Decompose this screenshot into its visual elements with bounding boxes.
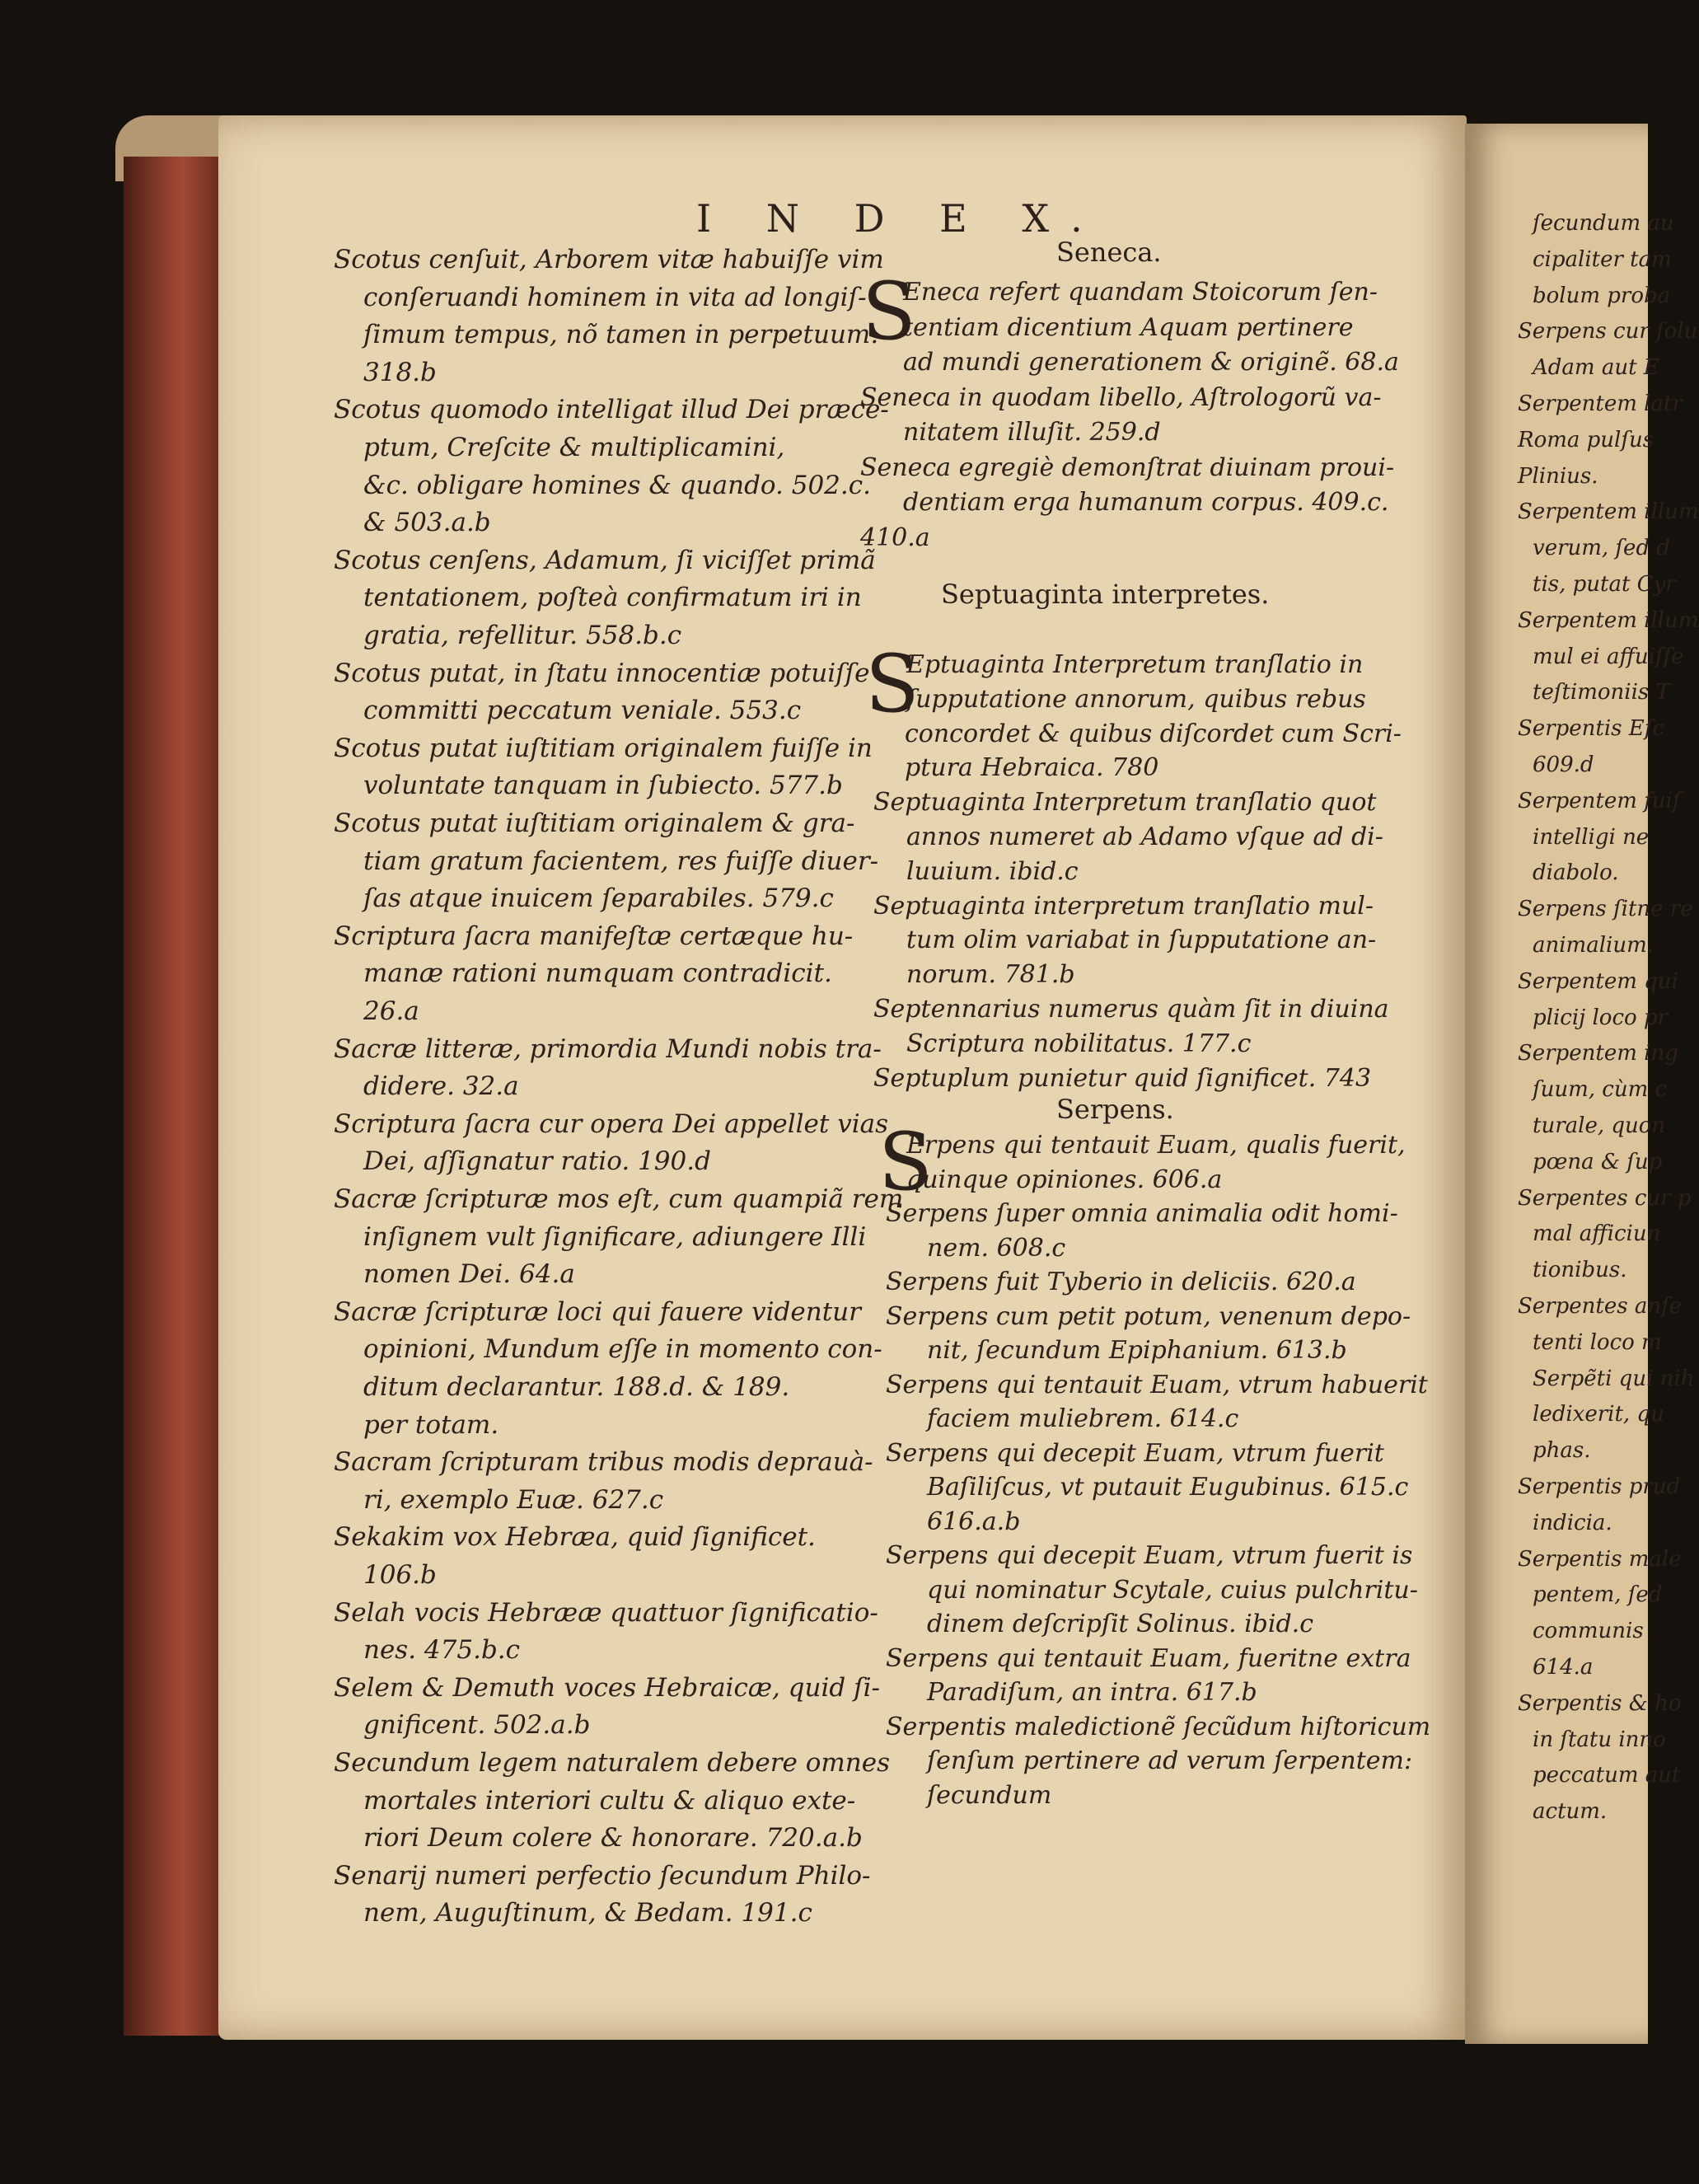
next-page-fragment: turale, quon [1533,1113,1666,1138]
section-title-septuaginta: Septuaginta interpretes. [941,579,1270,610]
next-page-fragment: Plinius. [1518,463,1598,489]
index-entry-line: mortales interiori cultu & aliquo exte- [363,1785,856,1816]
next-page-fragment: Serpentes cur p [1518,1185,1692,1211]
index-entry-line: qui nominatur Scytale, cuius pulchritu- [927,1575,1418,1605]
index-entry-line: tentiam dicentium Aquam pertinere [903,312,1354,342]
index-entry-line: 26.a [363,996,419,1026]
next-page-fragment: Adam aut E [1533,355,1659,381]
next-page-fragment: Roma pulſus [1518,427,1655,452]
index-entry-line: Septuaginta interpretum tranſlatio mul- [873,891,1374,921]
index-entry-line: ditum declarantur. 188.d. & 189. [363,1372,790,1402]
index-entry-line: Senarij numeri perfectio ſecundum Philo- [334,1860,871,1891]
index-entry-line: Sacræ ſcripturæ loci qui fauere videntur [334,1296,861,1327]
next-page-fragment: Serpentes anſe [1518,1294,1683,1319]
index-entry-line: nomen Dei. 64.a [363,1259,575,1290]
index-entry-line: tentationem, poſteà confirmatum iri in [363,583,862,613]
index-entry-line: Secundum legem naturalem debere omnes [334,1748,890,1778]
next-page-fragment: indicia. [1533,1510,1612,1535]
next-page-fragment: Serpentis Eſc [1518,716,1664,742]
index-entry-line: inſignem vult ſignificare, adiungere Illi [363,1221,867,1252]
index-entry-line: ſenſum pertinere ad verum ſerpentem: [927,1746,1413,1775]
next-page-fragment: tenti loco m [1533,1329,1662,1355]
next-page-fragment: pentem, ſed [1533,1582,1663,1608]
index-entry-line: Scotus putat iuſtitiam originalem & gra- [334,808,855,838]
next-page-fragment: communis [1533,1619,1644,1644]
index-entry-line: ptura Hebraica. 780 [905,753,1159,783]
next-page-fragment: Serpentem ing [1518,1041,1678,1066]
index-entry-line: Eptuaginta Interpretum tranſlatio in [906,650,1364,679]
next-page-fragment: Serpentis prud [1518,1474,1681,1499]
next-page-fragment: Serpens ſitne re [1518,897,1693,922]
index-entry-line: voluntate tanquam in ſubiecto. 577.b [363,771,843,801]
index-entry-line: 410.a [860,523,930,552]
index-entry-line: norum. 781.b [906,960,1075,990]
index-entry-line: Sacram ſcripturam tribus modis deprauà- [334,1447,873,1478]
index-entry-line: riori Deum colere & honorare. 720.a.b [363,1823,863,1854]
next-page-fragment: 614.a [1533,1655,1594,1680]
index-entry-line: Sekakim vox Hebræa, quid ſignificet. [334,1522,816,1553]
index-entry-line: Serpens qui decepit Euam, vtrum fuerit is [886,1541,1413,1570]
index-entry-line: tum olim variabat in ſupputatione an- [906,926,1377,955]
index-entry-line: 318.b [363,357,437,387]
index-entry-line: manæ rationi numquam contradicit. [363,958,832,989]
index-entry-line: 616.a.b [927,1507,1021,1536]
next-page-fragment: ſecundum au [1533,211,1674,236]
index-entry-line: Erpens qui tentauit Euam, qualis fuerit, [906,1131,1406,1160]
index-entry-line: nitatem illuſit. 259.d [903,418,1161,447]
index-entry-line: nem. 608.c [927,1233,1066,1263]
book-spine [124,157,222,2036]
next-page-fragment: Serpẽti qui nih [1533,1366,1695,1391]
index-entry-line: dinem deſcripſit Solinus. ibid.c [927,1610,1313,1638]
index-entry-line: Serpentis maledictionẽ ſecũdum hiſtoricum [886,1712,1431,1741]
index-entry-line: luuium. ibid.c [906,856,1079,886]
index-entry-line: Scotus cenſens, Adamum, ſi viciſſet primã [334,545,876,575]
index-entry-line: opinioni, Mundum eſſe in momento con- [363,1334,882,1365]
index-entry-line: ſas atque inuicem ſeparabiles. 579.c [363,883,834,914]
next-page-fragment: teſtimoniis T [1533,680,1670,705]
index-entry-line: Serpens cum petit potum, venenum depo- [886,1301,1411,1331]
next-page-fragment: animalium. [1533,933,1655,958]
index-entry-line: gratia, refellitur. 558.b.c [363,621,682,650]
index-entry-line: ad mundi generationem & originẽ. 68.a [903,348,1399,377]
next-page-fragment: ſuum, cùm c [1533,1077,1668,1103]
index-entry-line: didere. 32.a [363,1071,519,1102]
next-page-fragment: mal afficiun [1533,1221,1661,1247]
index-entry-line: Scotus cenſuit, Arborem vitæ habuiſſe vim [334,245,884,274]
index-entry-line: faciem muliebrem. 614.c [927,1404,1239,1433]
next-page-fragment: tis, putat Cyr [1533,572,1676,597]
next-page-fragment: Serpentem illum [1518,499,1699,525]
next-page-fragment: in ſtatu inno [1533,1727,1666,1752]
next-page-fragment: Serpentem illum [1518,607,1699,633]
page-header: I N D E X. [696,196,1104,241]
next-page-fragment: 609.d [1533,752,1594,777]
index-entry-line: Scriptura nobilitatus. 177.c [906,1029,1252,1058]
next-page-fragment: phas. [1533,1438,1591,1464]
section-title-seneca: Seneca. [1056,237,1162,268]
next-page-fragment: actum. [1533,1799,1608,1825]
index-entry-line: Serpens qui tentauit Euam, fueritne extra [886,1643,1411,1673]
next-page-fragment: intelligi ne [1533,824,1650,850]
next-page-fragment: mul ei affuiſſe [1533,644,1684,669]
index-entry-line: ſupputatione annorum, quibus rebus [906,684,1366,714]
index-entry-line: Serpens fuit Tyberio in deliciis. 620.a [886,1268,1356,1296]
index-entry-line: &c. obligare homines & quando. 502.c. [363,470,871,500]
next-page-fragment: plicij loco pr [1533,1005,1668,1030]
dropcap-seneca: S [862,265,916,358]
next-page-fragment: ledixerit, qu [1533,1402,1664,1427]
index-entry-line: nit, ſecundum Epiphanium. 613.b [927,1336,1347,1365]
index-entry-line: Eneca refert quandam Stoicorum ſen- [903,278,1378,307]
index-entry-line: annos numeret ab Adamo vſque ad di- [906,823,1383,851]
index-entry-line: gnificent. 502.a.b [363,1710,591,1741]
next-page-fragment: Serpentem latr [1518,391,1683,416]
index-entry-line: nes. 475.b.c [363,1635,521,1666]
next-page-fragment: diabolo. [1533,860,1619,886]
index-entry-line: committi peccatum veniale. 553.c [363,696,802,726]
index-entry-line: Serpens qui decepit Euam, vtrum fuerit [886,1438,1384,1468]
next-page-fragment: Serpentem fuiſ [1518,788,1681,813]
index-entry-line: Septuplum punietur quid ſignificet. 743 [873,1063,1372,1093]
index-entry-line: tiam gratum facientem, res fuiſſe diuer- [363,846,879,876]
index-entry-line: Dei, aſſignatur ratio. 190.d [363,1146,711,1177]
section-title-serpens: Serpens. [1056,1094,1174,1125]
next-page-fragment: cipaliter tam [1533,246,1672,272]
index-entry-line: concordet & quibus diſcordet cum Scri- [905,719,1402,748]
index-entry-line: & 503.a.b [363,508,491,538]
next-page-fragment: verum, ſed d [1533,536,1670,561]
next-page-fragment: tionibus. [1533,1258,1627,1283]
index-entry-line: dentiam erga humanum corpus. 409.c. [903,488,1389,517]
index-entry-line: Paradiſum, an intra. 617.b [927,1678,1257,1707]
next-page-fragment: Serpentis male [1518,1546,1682,1572]
next-page-fragment: bolum proba [1533,283,1671,308]
index-entry-line: ſimum tempus, nõ tamen in perpetuum. [363,320,879,350]
index-entry-line: Baſiliſcus, vt putauit Eugubinus. 615.c [927,1473,1409,1502]
next-page-fragment: Serpentem qui [1518,968,1678,994]
index-entry-line: conſeruandi hominem in vita ad longiſ- [363,282,867,312]
next-page-fragment: Serpens cur ſolu [1518,319,1698,344]
next-page-fragment: Serpentis & ho [1518,1690,1682,1716]
index-entry-line: Scotus putat, in ſtatu innocentiæ potuiſſe [334,658,870,688]
index-entry-line: Scotus quomodo intelligat illud Dei præce- [334,395,889,425]
index-entry-line: Selah vocis Hebrææ quattuor ſignificatio- [334,1597,878,1628]
dropcap-septuaginta: S [865,638,920,730]
index-entry-line: ſecundum [927,1780,1052,1810]
index-entry-line: Scotus putat iuſtitiam originalem fuiſſe in [334,733,873,763]
index-entry-line: Scriptura ſacra manifeſtæ certæque hu- [334,921,854,951]
index-entry-line: nem, Auguſtinum, & Bedam. 191.c [363,1898,812,1929]
index-entry-line: Seneca in quodam libello, Aſtrologorũ va- [860,382,1382,412]
index-entry-line: ptum, Creſcite & multiplicamini, [363,433,785,462]
index-entry-line: Serpens ſuper omnia animalia odit homi- [886,1199,1398,1228]
index-entry-line: Serpens qui tentauit Euam, vtrum habuerit [886,1370,1428,1399]
next-page-fragment: peccatum aut [1533,1763,1681,1788]
next-page-fragment: pœna & ſup [1533,1149,1663,1174]
index-entry-line: Septennarius numerus quàm ſit in diuina [873,995,1389,1024]
index-entry-line: ri, exemplo Euæ. 627.c [363,1484,664,1515]
index-entry-line: Selem & Demuth voces Hebraicæ, quid ſi- [334,1672,880,1703]
index-entry-line: Seneca egregiè demonſtrat diuinam proui- [860,452,1395,482]
index-entry-line: Septuaginta Interpretum tranſlatio quot [873,788,1377,818]
index-entry-line: Scriptura ſacra cur opera Dei appellet vias [334,1108,889,1139]
index-entry-line: per totam. [363,1409,499,1440]
dropcap-serpens: S [878,1116,933,1208]
index-entry-line: 106.b [363,1560,437,1590]
index-entry-line: Sacræ ſcripturæ mos eſt, cum quampiã rem [334,1184,904,1214]
index-entry-line: Sacræ litteræ, primordia Mundi nobis tra- [334,1033,882,1064]
index-entry-line: quinque opiniones. 606.a [906,1165,1223,1194]
